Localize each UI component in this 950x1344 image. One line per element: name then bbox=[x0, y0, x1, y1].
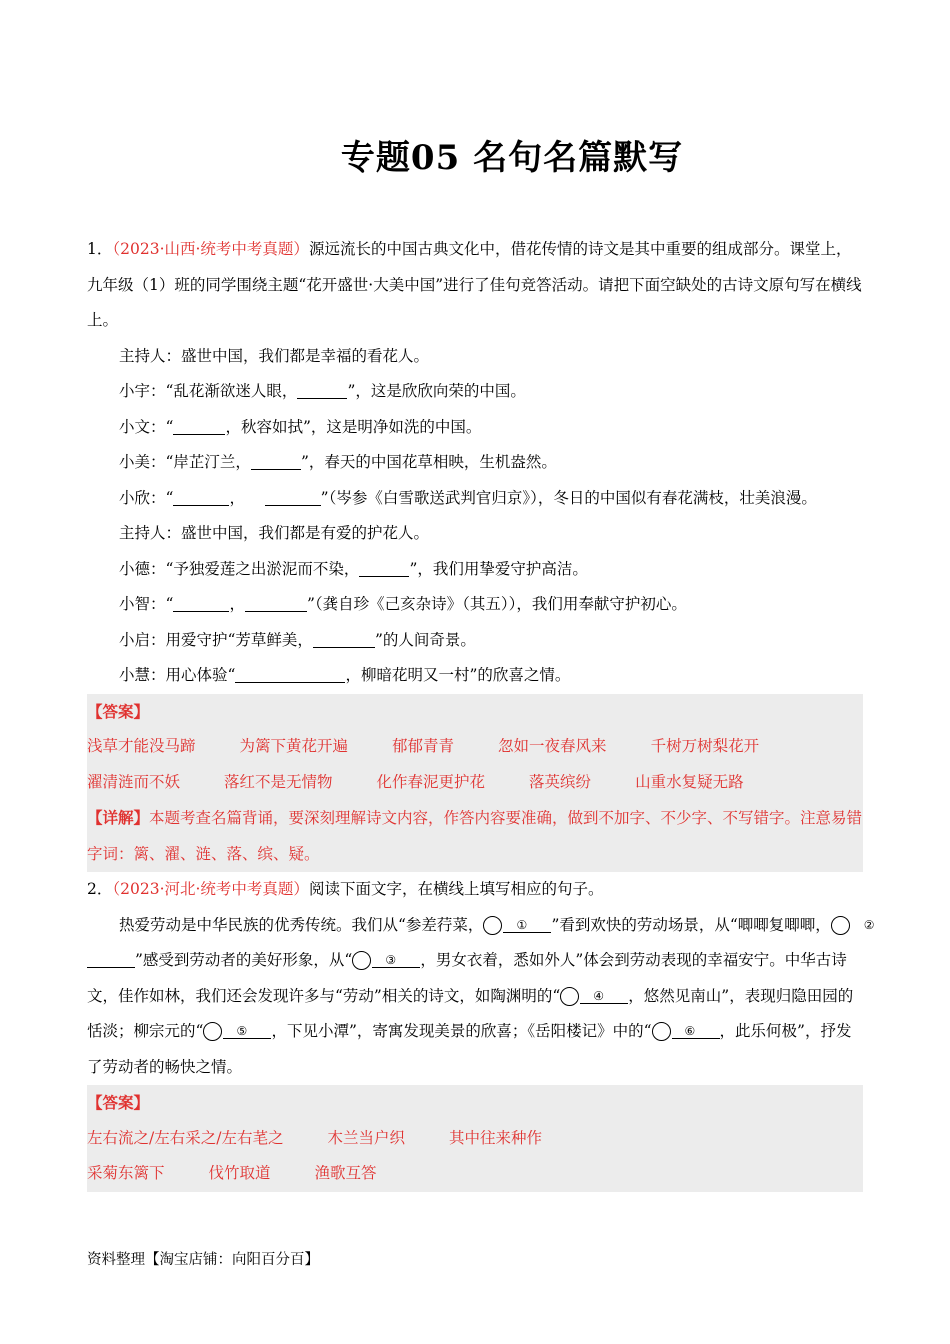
circled-number: ① bbox=[483, 916, 502, 935]
circled-number: ⑤ bbox=[203, 1022, 222, 1041]
answer-blank bbox=[223, 1022, 271, 1039]
answer-label: 【答案】 bbox=[87, 701, 150, 721]
answer-blank bbox=[245, 595, 307, 612]
answer-blank bbox=[503, 916, 551, 933]
question-1-intro bbox=[87, 232, 863, 339]
dialogue-line: 主持人：盛世中国，我们都是幸福的看花人。 bbox=[119, 346, 430, 365]
dialogue-line: 小宇：“乱花渐欲迷人眼， ”，这是欣欣向荣的中国。 bbox=[119, 382, 526, 400]
circled-number: ② bbox=[831, 916, 850, 935]
answer-row bbox=[87, 729, 863, 765]
answer-item: 渔歌互答 bbox=[314, 1164, 377, 1182]
answer-blank bbox=[313, 631, 375, 648]
answer-item: 为篱下黄花开遍 bbox=[239, 737, 349, 755]
answer-blank bbox=[173, 418, 225, 435]
dialogue-line: 小德：“予独爱莲之出淤泥而不染， ”，我们用挚爱守护高洁。 bbox=[119, 559, 588, 578]
answer-item: 左右流之/左右采之/左右芼之 bbox=[87, 1128, 284, 1147]
answer-item: 郁郁青青 bbox=[392, 737, 455, 755]
answer-blank bbox=[173, 595, 229, 612]
dialogue-line: 小慧：用心体验“ ，柳暗花明又一村”的欣喜之情。 bbox=[119, 666, 571, 684]
answer-blank bbox=[297, 382, 347, 399]
answer-box bbox=[87, 694, 863, 873]
dialogue-line: 小美：“岸芷汀兰， ”，春天的中国花草相映，生机盎然。 bbox=[119, 453, 557, 471]
answer-blank bbox=[235, 666, 345, 683]
page-title: 专题05 名句名篇默写 bbox=[340, 138, 684, 178]
answer-blank bbox=[672, 1022, 720, 1039]
answer-item: 伐竹取道 bbox=[208, 1164, 271, 1182]
answer-detail: 【详解】本题考查名篇背诵，要深刻理解诗文内容，作答内容要准确，做到不加字、不少字、不写错字。注意易错字词：篱、濯、涟、落、缤、疑。 bbox=[87, 808, 863, 863]
answer-item: 木兰当户织 bbox=[327, 1128, 405, 1147]
question-number: 2． bbox=[87, 880, 113, 898]
answer-item: 化作春泥更护花 bbox=[376, 772, 486, 791]
question-2-intro bbox=[87, 872, 863, 908]
dialogue-line: 小文：“ ，秋容如拭”，这是明净如洗的中国。 bbox=[119, 417, 482, 436]
answer-blank bbox=[580, 987, 628, 1004]
answer-blank bbox=[87, 951, 135, 968]
answer-label: 【答案】 bbox=[87, 1093, 150, 1112]
circled-number: ③ bbox=[352, 951, 371, 970]
answer-row bbox=[87, 765, 863, 801]
circled-number: ④ bbox=[560, 987, 579, 1006]
question-text: 源远流长的中国古典文化中，借花传情的诗文是其中重要的组成部分。课堂上，九年级（1）班的同学围绕主题“花开盛世·大美中国”进行了佳句竞答活动。请把下面空缺处的古诗文原句写在横线上。 bbox=[87, 240, 862, 329]
dialogue-line: 小智：“ ， ”（龚自珍《己亥杂诗》（其五）），我们用奉献守护初心。 bbox=[119, 595, 687, 613]
question-number: 1． bbox=[87, 240, 113, 258]
answer-item: 濯清涟而不妖 bbox=[87, 772, 181, 791]
question-source: （2023·河北·统考中考真题） bbox=[112, 880, 309, 898]
question-source: （2023·山西·统考中考真题） bbox=[112, 240, 309, 258]
answer-blank bbox=[372, 951, 420, 968]
answer-row bbox=[87, 1156, 863, 1192]
answer-blank bbox=[265, 489, 321, 506]
answer-item: 浅草才能没马蹄 bbox=[87, 737, 196, 755]
answer-blank bbox=[251, 453, 301, 470]
page-footer: 资料整理【淘宝店铺：向阳百分百】 bbox=[87, 1252, 319, 1268]
answer-box bbox=[87, 1085, 863, 1192]
question-text: 阅读下面文字，在横线上填写相应的句子。 bbox=[308, 880, 604, 898]
dialogue-line: 小欣：“ ， ”（岑参《白雪歌送武判官归京》），冬日的中国似有春花满枝，壮美浪漫。 bbox=[119, 488, 817, 507]
answer-item: 山重水复疑无路 bbox=[635, 772, 744, 791]
answer-item: 采菊东篱下 bbox=[87, 1164, 165, 1182]
answer-blank bbox=[359, 560, 409, 577]
answer-row bbox=[87, 1121, 863, 1157]
circled-number: ⑥ bbox=[652, 1022, 671, 1041]
answer-item: 忽如一夜春风来 bbox=[498, 737, 607, 755]
dialogue-line: 小启：用爱守护“芳草鲜美， ”的人间奇景。 bbox=[119, 630, 476, 649]
answer-item: 落红不是无情物 bbox=[224, 772, 333, 791]
answer-item: 落英缤纷 bbox=[529, 772, 592, 791]
dialogue-line: 主持人：盛世中国，我们都是有爱的护花人。 bbox=[119, 524, 430, 542]
content bbox=[87, 232, 875, 1192]
answer-blank bbox=[173, 489, 229, 506]
answer-item: 千树万树梨花开 bbox=[650, 737, 760, 755]
answer-item: 其中往来种作 bbox=[448, 1128, 542, 1147]
passage: 热爱劳动是中华民族的优秀传统。我们从“参差荇菜， ① ”看到欢快的劳动场景，从“唧唧复唧唧， ②”感受到劳动者的美好形象，从“ ③ ，男女衣着，悉如外人”体会到劳动表现的幸福安宁。中华古诗文，佳作如林，我们还会发现许多与“劳动”相关的诗文，如陶渊明的“ ④ ，悠然见南山”，表现归隐田园的恬淡；柳宗元的“ ⑤ ，下见小潭”，寄寓发现美景的欣喜；《岳阳楼记》中的“ ⑥ ，此乐何极”，抒发了劳动者的畅快之情。 bbox=[87, 915, 875, 1076]
